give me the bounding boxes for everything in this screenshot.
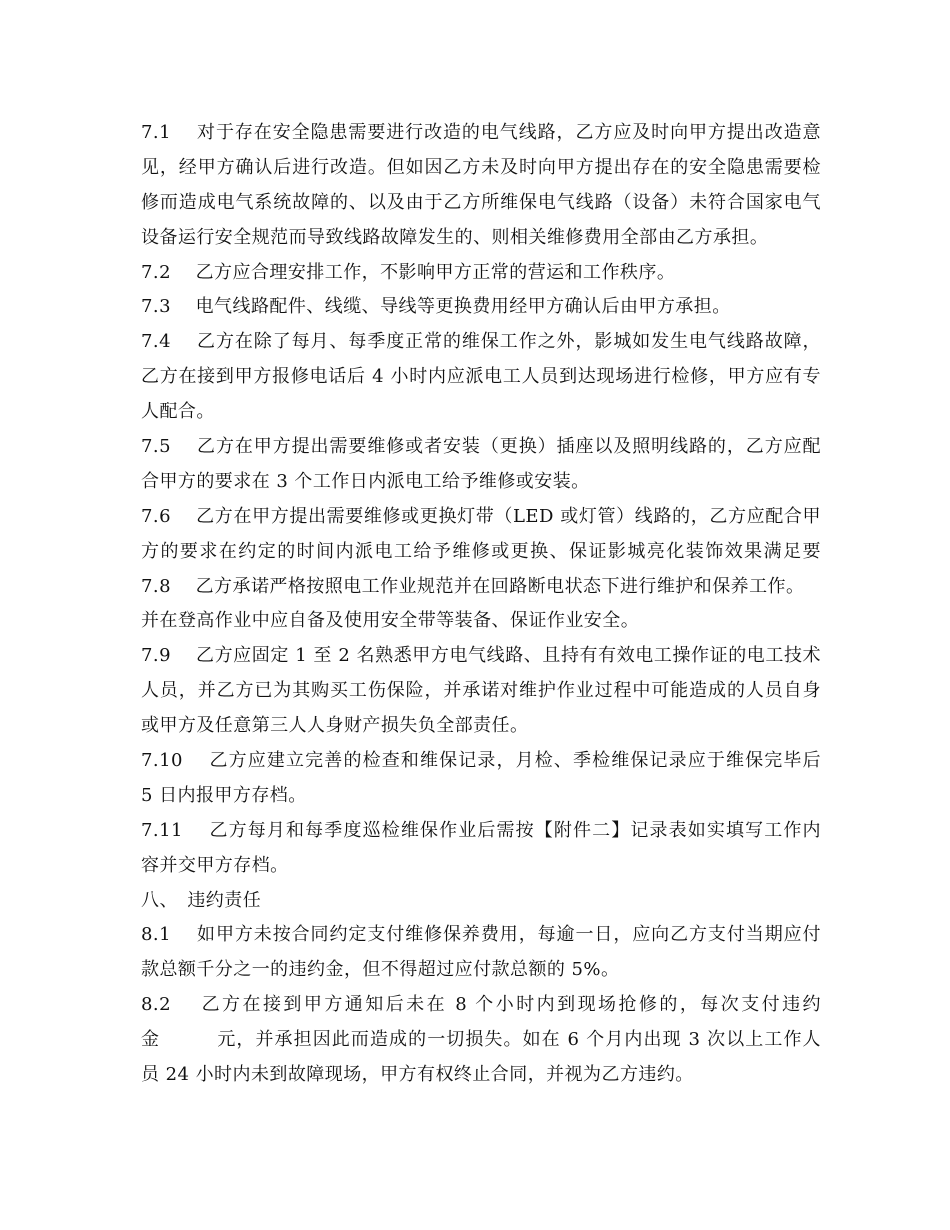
text-line: 7.11 乙方每月和每季度巡检维保作业后需按【附件二】记录表如实填写工作内 [141,819,821,841]
text-line: 方的要求在约定的时间内派电工给予维修或更换、保证影城亮化装饰效果满足要 [141,540,821,562]
text-line: 7.5 乙方在甲方提出需要维修或者安装（更换）插座以及照明线路的，乙方应配 [141,436,821,458]
text-line: 人员，并乙方已为其购买工伤保险，并承诺对维护作业过程中可能造成的人员自身 [141,680,821,702]
text-line: 员 24 小时内未到故障现场，甲方有权终止合同，并视为乙方违约。 [141,1064,694,1086]
section-heading: 八、 违约责任 [141,889,262,911]
text-line: 容并交甲方存档。 [141,854,289,876]
text-line: 并在登高作业中应自备及使用安全带等装备、保证作业安全。 [141,610,640,632]
text-line: 7.9 乙方应固定 1 至 2 名熟悉甲方电气线路、且持有有效电工操作证的电工技术 [141,645,821,667]
text-line: 5 日内报甲方存档。 [141,784,307,806]
text-line: 7.10 乙方应建立完善的检查和维保记录，月检、季检维保记录应于维保完毕后 [141,750,821,772]
text-line: 7.2 乙方应合理安排工作，不影响甲方正常的营运和工作秩序。 [141,261,676,283]
text-line: 或甲方及任意第三人人身财产损失负全部责任。 [141,715,529,737]
text-line: 7.6 乙方在甲方提出需要维修或更换灯带（LED 或灯管）线路的，乙方应配合甲 [141,505,821,527]
text-line: 7.1 对于存在安全隐患需要进行改造的电气线路，乙方应及时向甲方提出改造意 [141,122,821,143]
text-line: 修而造成电气系统故障的、以及由于乙方所维保电气线路（设备）未符合国家电气 [141,191,821,213]
text-line: 7.4 乙方在除了每月、每季度正常的维保工作之外，影城如发生电气线路故障， [141,331,821,353]
text-line: 款总额千分之一的违约金，但不得超过应付款总额的 5%。 [141,959,620,981]
text-line: 7.8 乙方承诺严格按照电工作业规范并在回路断电状态下进行维护和保养工作。 [141,575,805,597]
text-line: 设备运行安全规范而导致线路故障发生的、则相关维修费用全部由乙方承担。 [141,226,769,248]
text-line: 乙方在接到甲方报修电话后 4 小时内应派电工人员到达现场进行检修，甲方应有专 [141,366,821,388]
text-line: 7.3 电气线路配件、线缆、导线等更换费用经甲方确认后由甲方承担。 [141,296,731,318]
text-line: 金 元，并承担因此而造成的一切损失。如在 6 个月内出现 3 次以上工作人 [141,1029,821,1051]
text-line: 人配合。 [141,401,215,423]
text-line: 8.2 乙方在接到甲方通知后未在 8 个小时内到现场抢修的，每次支付违约 [141,994,821,1016]
text-line: 见，经甲方确认后进行改造。但如因乙方未及时向甲方提出存在的安全隐患需要检 [141,156,821,178]
text-line: 8.1 如甲方未按合同约定支付维修保养费用，每逾一日，应向乙方支付当期应付 [141,924,821,946]
text-line: 合甲方的要求在 3 个工作日内派电工给予维修或安装。 [141,470,590,492]
document-body [141,116,821,1093]
